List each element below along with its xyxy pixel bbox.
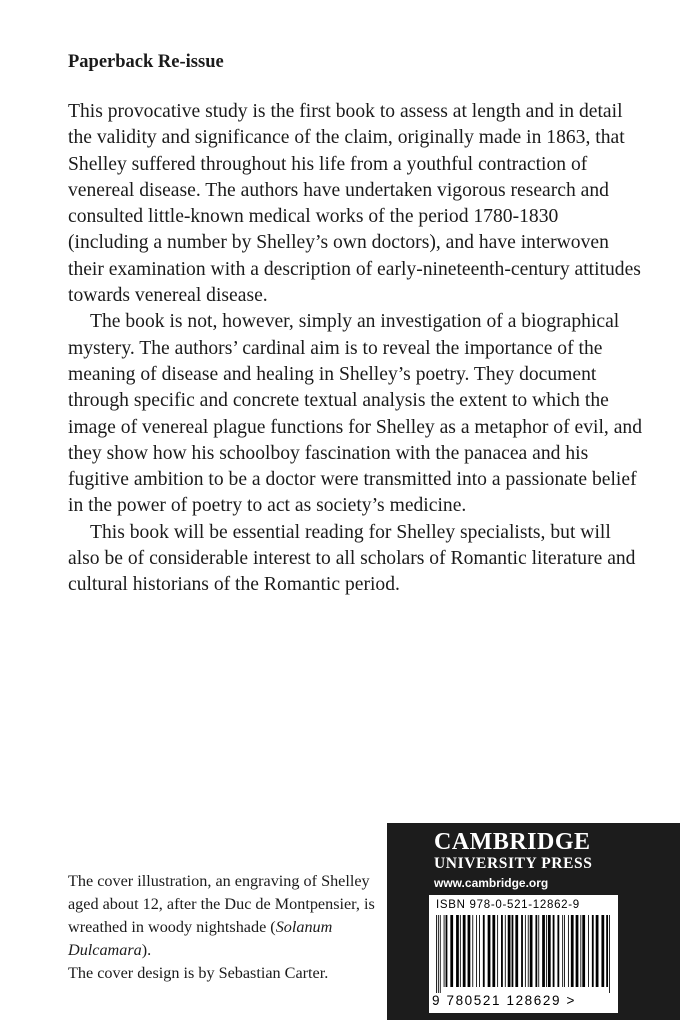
barcode-bar xyxy=(468,915,471,987)
blurb-text xyxy=(68,99,643,599)
barcode-bar xyxy=(557,915,559,987)
barcode-bar xyxy=(479,915,480,987)
barcode-bar xyxy=(505,915,506,987)
publisher-panel xyxy=(387,823,680,1020)
barcode-bar xyxy=(521,915,523,987)
publisher-subtitle: UNIVERSITY PRESS xyxy=(434,855,593,872)
barcode-bar xyxy=(528,915,529,987)
barcode-digits: 9 780521 128629 > xyxy=(432,993,576,1008)
blurb-paragraph-3: This book will be essential reading for Shelley specialists, but will also be of considerable interest to all scholars of Romantic literature and cultural historians of the Romantic period. xyxy=(68,521,636,596)
barcode-bar xyxy=(450,915,453,987)
barcode-bar xyxy=(515,915,518,987)
barcode-bar xyxy=(497,915,498,987)
barcode-bar xyxy=(444,915,445,987)
barcode-bar xyxy=(588,915,589,987)
cover-illustration-note xyxy=(68,870,378,962)
barcode-bar xyxy=(483,915,485,987)
caption-text: The cover illustration, an engraving of Shelley aged about 12, after the Duc de Montpensier, is wreathed in woody nightshade ( xyxy=(68,872,375,936)
barcode-bar xyxy=(488,915,491,987)
heading: Paperback Re-issue xyxy=(68,52,224,72)
barcode-bar xyxy=(592,915,594,987)
barcode-bar xyxy=(446,915,448,987)
barcode-bar xyxy=(576,915,579,987)
cover-design-credit: The cover design is by Sebastian Carter. xyxy=(68,964,329,982)
blurb-paragraph-2: The book is not, however, simply an investigation of a biographical mystery. The authors’ cardinal aim is to reveal the importance of the meaning of disease and healing in Shelley’s poetry. They document through specific and concrete textual analysis the extent to which the image of venereal plague functions for Shelley as a metaphor of evil, and they show how his schoolboy fascination with the panacea and his fugitive ambition to be a doctor were transmitted into a passionate belief in the power of poetry to act as society’s medicine. xyxy=(68,311,642,517)
barcode-bar xyxy=(580,915,581,987)
barcode-bar xyxy=(538,915,539,987)
barcode-bar xyxy=(609,915,610,993)
barcode-bar xyxy=(546,915,547,987)
barcode-box xyxy=(429,895,618,1013)
barcode-bar xyxy=(548,915,551,987)
barcode-bar xyxy=(525,915,526,987)
barcode xyxy=(433,915,614,993)
barcode-bar xyxy=(456,915,459,987)
barcode-bar xyxy=(553,915,555,987)
barcode-bar xyxy=(436,915,437,993)
isbn-label: ISBN 978-0-521-12862-9 xyxy=(436,899,580,911)
barcode-bar xyxy=(472,915,473,987)
barcode-bar xyxy=(571,915,574,987)
barcode-bar xyxy=(440,915,441,993)
barcode-bar xyxy=(508,915,511,987)
barcode-bar xyxy=(501,915,503,987)
barcode-bar xyxy=(512,915,514,987)
barcode-bar xyxy=(460,915,461,987)
barcode-bar xyxy=(438,915,439,993)
barcode-bar xyxy=(530,915,533,987)
blurb-paragraph-1: This provocative study is the first book to assess at length and in detail the validity and significance of the claim, originally made in 1863, that Shelley suffered throughout his life from a youthful contraction of venereal disease. The authors have undertaken vigorous research and consulted little-known medical works of the period 1780-1830 (including a number by Shelley’s own doctors), and have interwoven their examination with a description of early-nineteenth-century attitudes towards venereal disease. xyxy=(68,101,641,307)
barcode-bar xyxy=(492,915,495,987)
publisher-url: www.cambridge.org xyxy=(434,876,549,890)
barcode-bar xyxy=(601,915,604,987)
caption-italic: Solanum Dulcamara xyxy=(68,918,333,959)
barcode-bar xyxy=(562,915,563,987)
barcode-bar xyxy=(564,915,565,987)
publisher-name: CAMBRIDGE xyxy=(434,829,591,855)
caption-text-end: ). xyxy=(141,941,152,959)
barcode-bar xyxy=(582,915,585,987)
barcode-bar xyxy=(476,915,477,987)
barcode-bar xyxy=(596,915,599,987)
barcode-bar xyxy=(542,915,545,987)
cover-caption xyxy=(68,870,378,985)
barcode-bar xyxy=(568,915,569,987)
barcode-bar xyxy=(535,915,537,987)
barcode-bar xyxy=(463,915,466,987)
barcode-bar xyxy=(606,915,608,987)
